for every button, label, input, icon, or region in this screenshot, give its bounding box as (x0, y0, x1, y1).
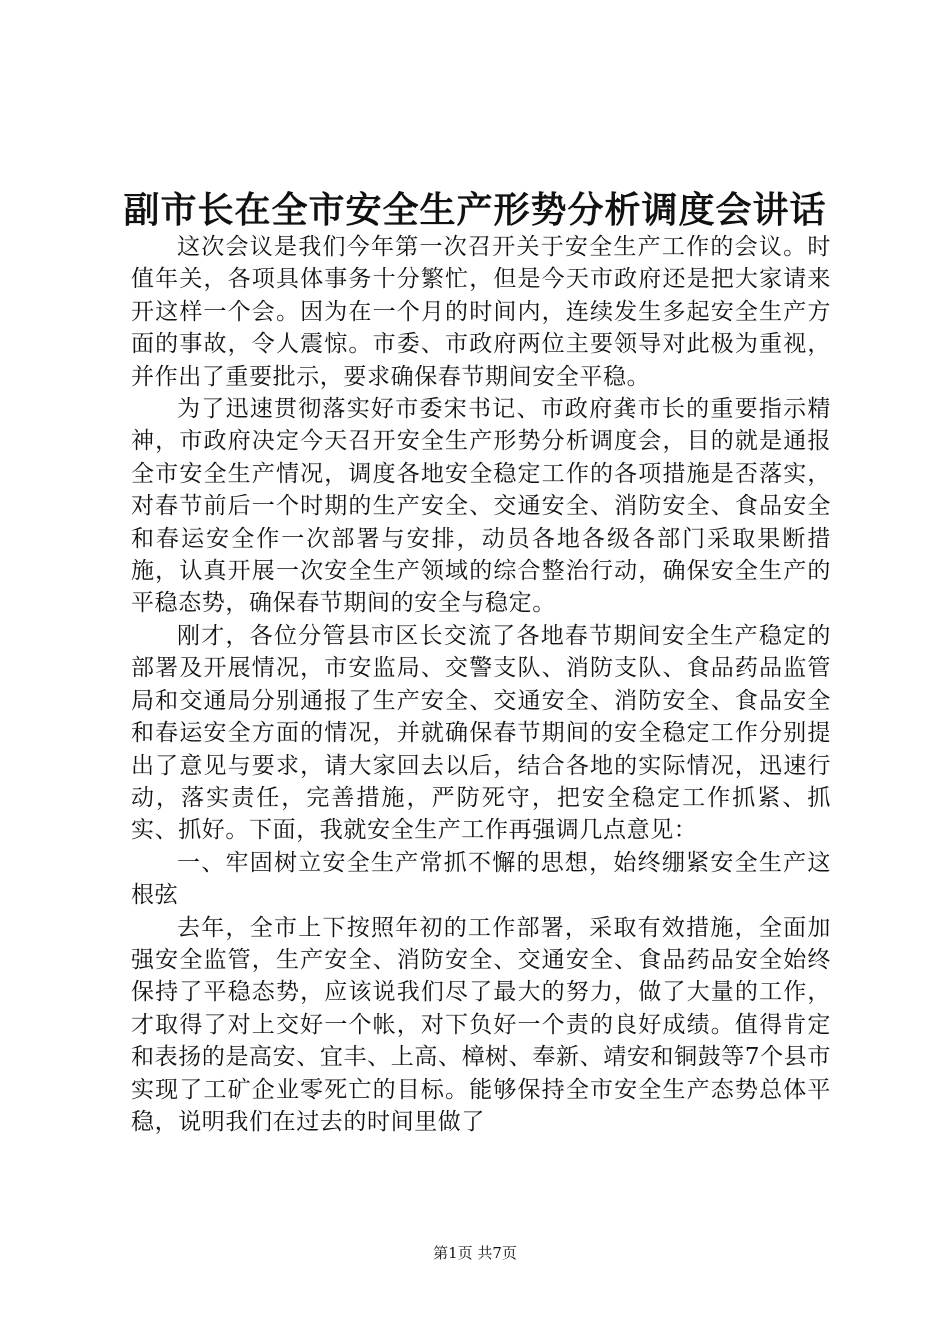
paragraph-1: 这次会议是我们今年第一次召开关于安全生产工作的会议。时值年关，各项具体事务十分繁忙，但是今天市政府还是把大家请来开这样一个会。因为在一个月的时间内，连续发生多起安全生产方面的事故，令人震惊。市委、市政府两位主要领导对此极为重视，并作出了重要批示，要求确保春节期间安全平稳。 (131, 234, 831, 390)
section-heading-1: 一、牢固树立安全生产常抓不懈的思想，始终绷紧安全生产这根弦 (131, 849, 831, 909)
document-body (131, 231, 831, 1138)
paragraph-3: 刚才，各位分管县市区长交流了各地春节期间安全生产稳定的部署及开展情况，市安监局、交警支队、消防支队、食品药品监管局和交通局分别通报了生产安全、交通安全、消防安全、食品安全和春运安全方面的情况，并就确保春节期间的安全稳定工作分别提出了意见与要求，请大家回去以后，结合各地的实际情况，迅速行动，落实责任，完善措施，严防死守，把安全稳定工作抓紧、抓实、抓好。下面，我就安全生产工作再强调几点意见： (131, 622, 831, 844)
page-number-footer: 第1页 共7页 (433, 1244, 517, 1262)
paragraph-4: 去年，全市上下按照年初的工作部署，采取有效措施，全面加强安全监管，生产安全、消防安全、交通安全、食品药品安全始终保持了平稳态势，应该说我们尽了最大的努力，做了大量的工作，才取得了对上交好一个帐，对下负好一个责的良好成绩。值得肯定和表扬的是高安、宜丰、上高、樟树、奉新、靖安和铜鼓等7个县市实现了工矿企业零死亡的目标。能够保持全市安全生产态势总体平稳，说明我们在过去的时间里做了 (131, 914, 831, 1135)
paragraph-2: 为了迅速贯彻落实好市委宋书记、市政府龚市长的重要指示精神，市政府决定今天召开安全生产形势分析调度会，目的就是通报全市安全生产情况，调度各地安全稳定工作的各项措施是否落实，对春节前后一个时期的生产安全、交通安全、消防安全、食品安全和春运安全作一次部署与安排，动员各地各级各部门采取果断措施，认真开展一次安全生产领域的综合整治行动，确保安全生产的平稳态势，确保春节期间的安全与稳定。 (131, 396, 831, 617)
document-title: 副市长在全市安全生产形势分析调度会讲话 (123, 189, 827, 231)
